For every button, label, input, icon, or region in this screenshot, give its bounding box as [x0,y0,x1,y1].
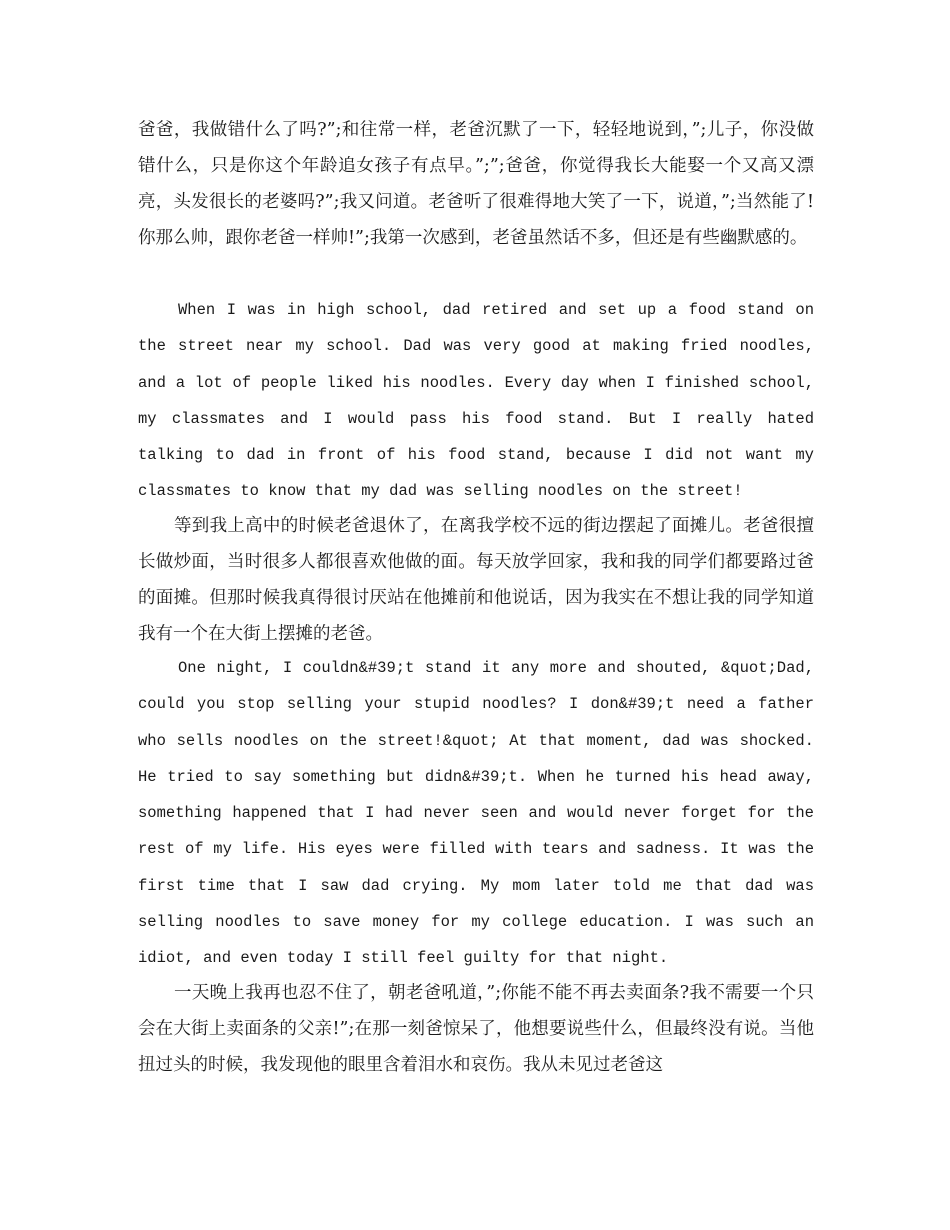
paragraph-chinese-2: 等到我上高中的时候老爸退休了，在离我学校不远的街边摆起了面摊儿。老爸很擅长做炒面，当时很多人都很喜欢他做的面。每天放学回家，我和我的同学们都要路过爸的面摊。但那时候我真得很讨厌站在他摊前和他说话，因为我实在不想让我的同学知道我有一个在大街上摆摊的老爸。 [138,516,814,644]
paragraph-chinese-3: 一天晚上我再也忍不住了，朝老爸吼道，”;你能不能不再去卖面条?我不需要一个只会在大街上卖面条的父亲!”;在那一刻爸惊呆了，他想要说些什么，但最终没有说。当他扭过头的时候，我发现他的眼里含着泪水和哀伤。我从未见过老爸这 [138,983,814,1075]
paragraph-chinese-1: 爸爸，我做错什么了吗?”;和往常一样，老爸沉默了一下，轻轻地说到，”;儿子，你没做错什么，只是你这个年龄追女孩子有点早。”;”;爸爸，你觉得我长大能娶一个又高又漂亮，头发很长的老婆吗?”;我又问道。老爸听了很难得地大笑了一下，说道，”;当然能了!你那么帅，跟你老爸一样帅!”;我第一次感到，老爸虽然话不多，但还是有些幽默感的。 [138,120,814,248]
paragraph-english-2: One night, I couldn&#39;t stand it any more and shouted, &quot;Dad, could you stop selling your stupid noodles? I don&#39;t need a father who sells noodles on the street!&quot; At that moment, dad was shocked. He tried to say something but didn&#39;t. When he turned his head away, something happened that I had never seen and would never forget for the rest of my life. His eyes were filled with tears and sadness. It was the first time that I saw dad crying. My mom later told me that dad was selling noodles to save money for my college education. I was such an idiot, and even today I still feel guilty for that night. [138,659,814,968]
paragraph-english-1: When I was in high school, dad retired and set up a food stand on the street near my school. Dad was very good at making fried noodles, and a lot of people liked his noodles. Every day when I finished school, my classmates and I would pass his food stand. But I really hated talking to dad in front of his food stand, because I did not want my classmates to know that my dad was selling noodles on the street! [138,301,814,501]
